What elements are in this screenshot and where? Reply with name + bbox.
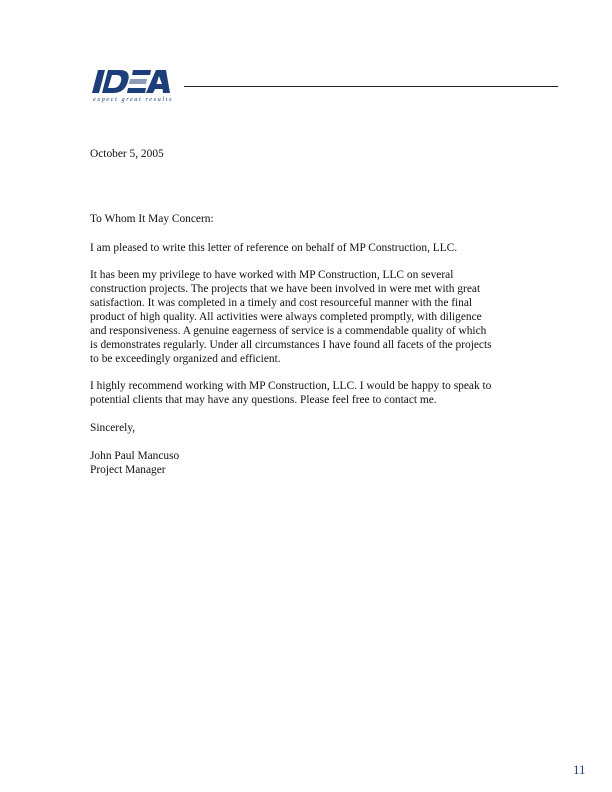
- recommendation-line: potential clients that may have any questions. Please feel free to contact me.: [90, 394, 437, 406]
- recommendation-line: I highly recommend working with MP Construction, LLC. I would be happy to speak to: [90, 380, 492, 392]
- body-paragraph: [90, 268, 530, 366]
- header-rule: [184, 86, 558, 87]
- body-line: and responsiveness. A genuine eagerness of service is a commendable quality of which: [90, 325, 487, 337]
- signer-title: Project Manager: [90, 464, 166, 476]
- body-line: to be exceedingly organized and efficient.: [90, 353, 281, 365]
- intro-paragraph: I am pleased to write this letter of reference on behalf of MP Construction, LLC.: [90, 242, 458, 254]
- body-line: satisfaction. It was completed in a timely and cost resourceful manner with the final: [90, 297, 473, 309]
- letter-date: October 5, 2005: [90, 148, 164, 160]
- body-line: construction projects. The projects that we have been involved in were met with great: [90, 283, 481, 295]
- body-line: is demonstrates regularly. Under all circumstances I have found all facets of the projects: [90, 339, 492, 351]
- salutation: To Whom It May Concern:: [90, 213, 214, 225]
- logo-tagline: expect great results: [93, 96, 173, 103]
- idea-logo-mark: [92, 68, 182, 104]
- recommendation-paragraph: [90, 379, 530, 407]
- closing: Sincerely,: [90, 422, 136, 434]
- body-line: It has been my privilege to have worked with MP Construction, LLC on several: [90, 269, 454, 281]
- signer-name: John Paul Mancuso: [90, 450, 180, 462]
- body-line: product of high quality. All activities were always completed promptly, with diligence: [90, 311, 482, 323]
- idea-logo: [92, 68, 182, 104]
- page-number: 11: [573, 762, 586, 777]
